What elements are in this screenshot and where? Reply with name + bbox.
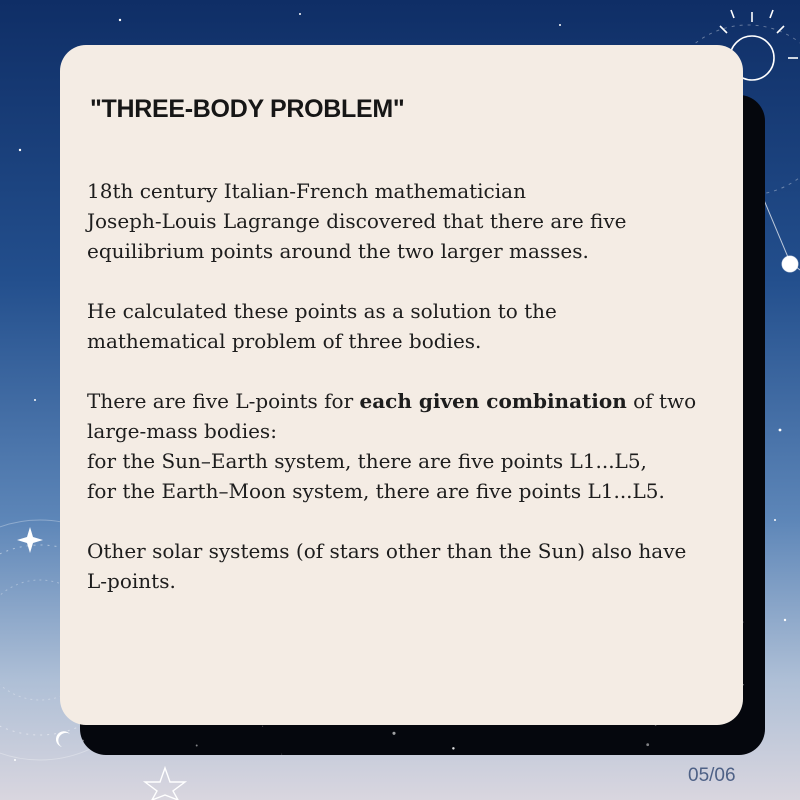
star-dot bbox=[81, 740, 83, 742]
text-line: mathematical problem of three bodies. bbox=[87, 329, 482, 353]
page-indicator: 05/06 bbox=[688, 765, 736, 786]
star-dot bbox=[281, 754, 282, 755]
text-line: There are five L-points for bbox=[87, 389, 360, 413]
text-line: for the Sun–Earth system, there are five points L1...L5, bbox=[87, 449, 647, 473]
star-outline-icon bbox=[145, 768, 185, 800]
text-line: Joseph-Louis Lagrange discovered that there are five bbox=[87, 209, 627, 233]
card-title: "THREE-BODY PROBLEM" bbox=[90, 95, 405, 123]
moon-icon bbox=[56, 731, 70, 747]
paragraph-solution bbox=[87, 296, 727, 356]
text-line: 18th century Italian-French mathematician bbox=[87, 179, 526, 203]
star-dot bbox=[196, 745, 198, 747]
paragraph-other-systems bbox=[87, 536, 727, 596]
text-line: Other solar systems (of stars other than the Sun) also have bbox=[87, 539, 687, 563]
star-dot bbox=[392, 732, 395, 735]
text-line: equilibrium points around the two larger masses. bbox=[87, 239, 589, 263]
paragraph-lagrange bbox=[87, 176, 727, 266]
paragraph-l-points bbox=[87, 386, 727, 506]
text-line: large-mass bodies: bbox=[87, 419, 277, 443]
star-dot bbox=[646, 743, 649, 746]
text-line: for the Earth–Moon system, there are five points L1...L5. bbox=[87, 479, 665, 503]
content-card bbox=[60, 45, 743, 725]
card-body bbox=[87, 176, 727, 596]
text-line: L-points. bbox=[87, 569, 176, 593]
star-dot bbox=[262, 726, 263, 727]
text-line: He calculated these points as a solution to the bbox=[87, 299, 557, 323]
text-line: of two bbox=[626, 389, 697, 413]
star-dot bbox=[452, 747, 454, 749]
bold-emphasis: each given combination bbox=[359, 389, 627, 413]
sparkle-icon bbox=[17, 527, 43, 553]
